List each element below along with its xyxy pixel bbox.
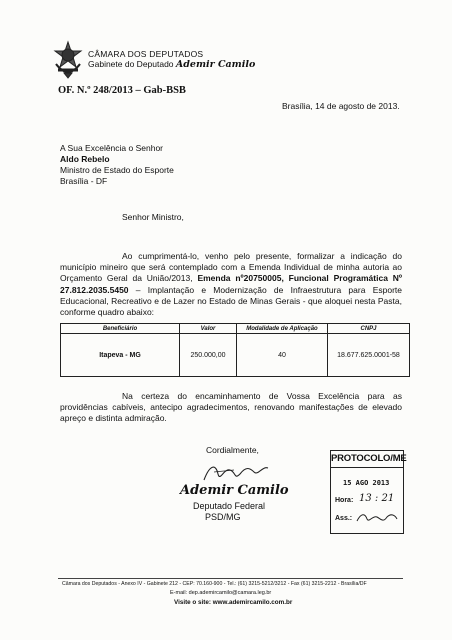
table-cell-modality: 40 (237, 334, 328, 377)
footer-email: E-mail: dep.ademircamilo@camara.leg.br (170, 590, 272, 596)
recipient-name: Aldo Rebelo (60, 154, 110, 164)
protocol-date: 15 AGO 2013 (343, 479, 390, 487)
protocol-title: PROTOCOLO/ME (331, 453, 407, 464)
body-paragraph-2 (60, 391, 402, 425)
body-p1-bold: Emenda nº20750005, Funcional Programática Nº 27.812.2035.5450 (60, 273, 402, 295)
signature-name: Ademir Camilo (180, 483, 289, 498)
table-row (61, 334, 410, 377)
allocation-table (60, 323, 410, 377)
table-header: CNPJ (328, 324, 410, 334)
protocol-hora-value: 13 : 21 (359, 493, 395, 504)
office-number: OF. N.º 248/2013 – Gab-BSB (58, 85, 186, 96)
footer-divider (58, 578, 403, 579)
closing: Cordialmente, (206, 445, 259, 455)
cabinet-line (88, 59, 255, 70)
protocol-hora-label: Hora: (335, 497, 354, 504)
body-p2-text: Na certeza do encaminhamento de Vossa Excelência para as providências cabíveis, antecipo agradecimentos, renovando manifestações de elevado apreço e distinta admiração. (60, 391, 402, 424)
footer-address: Câmara dos Deputados - Anexo IV - Gabinete 212 - CEP: 70.160-900 - Tel.: (61) 3215-5212/3212 - Fax (61) 3215-2212 - Brasília/DF (62, 581, 367, 587)
body-p1-part2: – Implantação e Modernização de Infraestrutura para Esporte Educacional, Recreativo e de Lazer no Estado de Minas Gerais - que aloquei nesta Pasta, conforme quadro abaixo: (60, 284, 402, 318)
table-cell-beneficiary: Itapeva - MG (61, 334, 180, 377)
protocol-stamp (330, 450, 407, 534)
table-cell-value: 250.000,00 (180, 334, 237, 377)
table-header-row (61, 324, 410, 334)
table-header: Beneficiário (61, 324, 180, 334)
body-paragraph-1 (60, 251, 402, 318)
institution-name: CÂMARA DOS DEPUTADOS (88, 49, 204, 59)
footer-website: Visite o site: www.ademircamilo.com.br (174, 599, 293, 606)
protocol-initials-icon (355, 511, 399, 525)
recipient-title: Ministro de Estado do Esporte (60, 165, 174, 175)
cabinet-label: Gabinete do Deputado (88, 59, 174, 69)
recipient-location: Brasília - DF (60, 176, 108, 186)
opening-greeting: Senhor Ministro, (122, 212, 184, 222)
protocol-ass-label: Ass.: (335, 515, 353, 522)
table-cell-cnpj: 18.677.625.0001-58 (328, 334, 410, 377)
brazil-coat-of-arms-icon (52, 40, 84, 80)
body-p1-part1: Ao cumprimentá-lo, venho pelo presente, formalizar a indicação do município mineiro que será contemplado com a Emenda Individual de minha autoria ao Orçamento Geral da União/2013, (60, 251, 402, 284)
table-header: Modalidade de Aplicação (237, 324, 328, 334)
table-header: Valor (180, 324, 237, 334)
signature-role: Deputado Federal (193, 501, 266, 511)
date-line: Brasília, 14 de agosto de 2013. (282, 101, 400, 111)
recipient-salutation: A Sua Excelência o Senhor (60, 143, 164, 153)
protocol-divider (331, 467, 403, 468)
signature-party: PSD/MG (205, 512, 241, 522)
deputy-name-script: Ademir Camilo (175, 59, 256, 70)
